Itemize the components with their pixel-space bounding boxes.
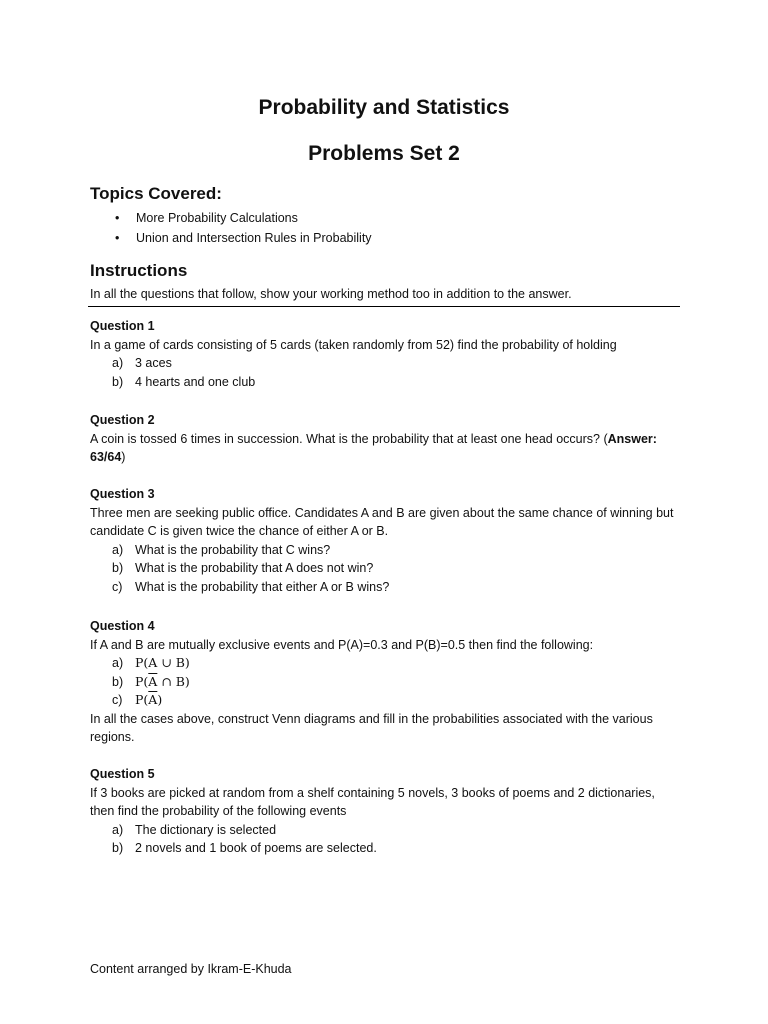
- question-label: Question 4: [90, 619, 155, 633]
- option-letter: b): [112, 374, 124, 389]
- options-list: [90, 541, 680, 597]
- question-label: Question 2: [90, 413, 155, 427]
- list-item: [90, 839, 680, 858]
- option-letter: b): [112, 841, 124, 855]
- document-subtitle: Problems Set 2: [308, 142, 460, 165]
- instructions-text: In all the questions that follow, show your working method too in addition to the answer.: [90, 287, 572, 301]
- list-item: [90, 541, 680, 560]
- options-list: [90, 354, 680, 391]
- section-divider: [88, 306, 680, 307]
- question-5: [90, 765, 680, 858]
- question-3: [90, 485, 680, 596]
- math-expression: [135, 655, 190, 670]
- list-item: [90, 673, 680, 692]
- math-complement: $\overline{A}$: [148, 692, 158, 707]
- option-letter: a): [112, 542, 124, 557]
- question-label: Question 1: [90, 319, 155, 333]
- option-text: The dictionary is selected: [135, 822, 277, 837]
- instructions-heading: Instructions: [90, 261, 188, 280]
- answer-label: Answer:: [607, 431, 657, 446]
- option-text: 4 hearts and one club: [135, 374, 256, 389]
- question-text: [90, 430, 680, 467]
- option-letter: a): [112, 822, 124, 837]
- question-text: If A and B are mutually exclusive events and P(A)=0.3 and P(B)=0.5 then find the following:: [90, 637, 594, 652]
- math-post: ): [157, 692, 163, 707]
- option-letter: b): [112, 561, 124, 575]
- topic-label: More Probability Calculations: [136, 211, 298, 225]
- list-item: [113, 228, 372, 248]
- bullet-icon: •: [115, 211, 120, 225]
- topic-label: Union and Intersection Rules in Probability: [136, 231, 372, 245]
- question-text: If 3 books are picked at random from a shelf containing 5 novels, 3 books of poems and 2 dictionaries, then find the probability of the following events: [90, 785, 655, 818]
- question-label: Question 3: [90, 487, 155, 501]
- option-letter: c): [112, 579, 123, 594]
- list-item: [90, 691, 680, 710]
- answer-value: 63/64: [90, 450, 122, 464]
- topics-heading: Topics Covered:: [90, 184, 222, 203]
- math-expression: [135, 674, 190, 689]
- math-expression: [135, 692, 162, 707]
- question-text: Three men are seeking public office. Candidates A and B are given about the same chance of winning but candidate C is given twice the chance of either A or B.: [90, 505, 674, 538]
- question-followup: In all the cases above, construct Venn diagrams and fill in the probabilities associated with the various regions.: [90, 711, 653, 744]
- bullet-icon: •: [115, 231, 120, 245]
- math-pre: P(: [135, 673, 149, 689]
- option-text: What is the probability that C wins?: [135, 542, 331, 557]
- document-title: Probability and Statistics: [258, 96, 510, 119]
- answer-close: ): [121, 450, 126, 464]
- list-item: [90, 578, 680, 597]
- options-list: [90, 654, 680, 710]
- question-label: Question 5: [90, 767, 155, 781]
- list-item: [90, 821, 680, 840]
- footer-credit: Content arranged by Ikram-E-Khuda: [90, 962, 292, 976]
- list-item: [90, 654, 680, 673]
- list-item: [90, 559, 680, 578]
- option-letter: c): [112, 693, 123, 707]
- question-text: In a game of cards consisting of 5 cards (taken randomly from 52) find the probability of holding: [90, 337, 617, 352]
- topics-list: [113, 208, 372, 248]
- option-letter: b): [112, 674, 124, 689]
- options-list: [90, 821, 680, 858]
- question-4: [90, 617, 680, 747]
- question-1: [90, 317, 680, 391]
- question-2: [90, 411, 680, 467]
- option-text: 2 novels and 1 book of poems are selected.: [135, 841, 377, 855]
- option-text: 3 aces: [135, 356, 172, 370]
- option-letter: a): [112, 656, 124, 670]
- math-pre: P(: [135, 692, 149, 707]
- option-letter: a): [112, 356, 124, 370]
- option-text: What is the probability that A does not win?: [135, 561, 374, 575]
- math-complement: $\overline{A}$: [148, 673, 158, 689]
- list-item: [90, 354, 680, 373]
- question-body: A coin is tossed 6 times in succession. What is the probability that at least one head occurs? (: [90, 431, 608, 446]
- math-post: ∩ B): [157, 673, 190, 689]
- option-text: What is the probability that either A or B wins?: [135, 579, 390, 594]
- math-pre: P(A ∪ B): [135, 655, 190, 670]
- list-item: [90, 373, 680, 392]
- list-item: [113, 208, 372, 228]
